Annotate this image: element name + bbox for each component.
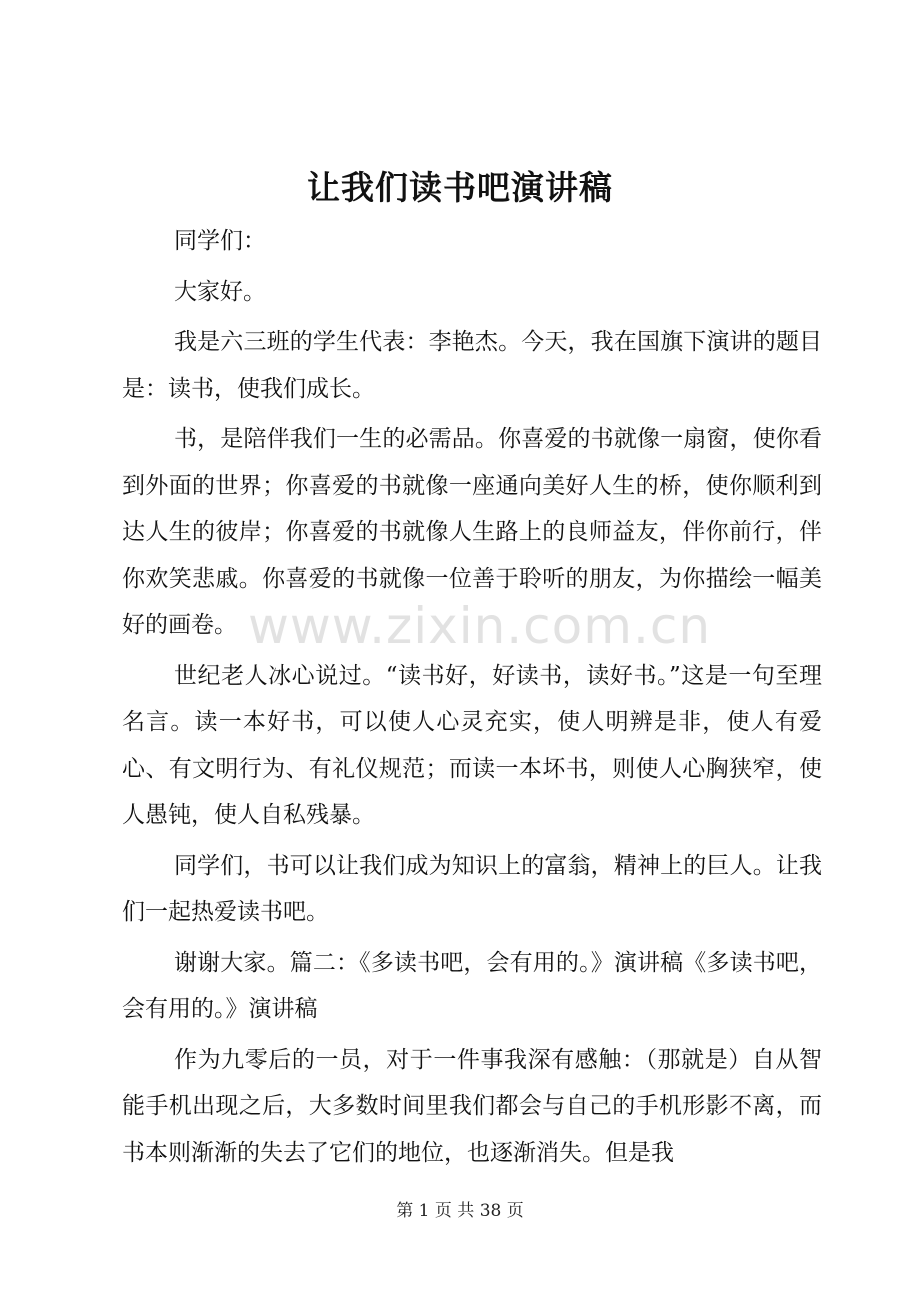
site-watermark: www.zixin.com.cn — [248, 597, 712, 655]
paragraph-bingxin-quote: 世纪老人冰心说过。“读书好，好读书，读好书。”这是一句至理名言。读一本好书，可以使人心灵充实，使人明辨是非，使人有爱心、有文明行为、有礼仪规范；而读一本坏书，则使人心胸狭窄，使人愚钝，使人自私残暴。 — [122, 662, 822, 828]
page-number-footer: 第 1 页 共 38 页 — [396, 1201, 524, 1221]
document-body — [122, 218, 822, 1180]
paragraph-introduction: 我是六三班的学生代表：李艳杰。今天，我在国旗下演讲的题目是：读书，使我们成长。 — [122, 329, 822, 402]
document-title: 让我们读书吧演讲稿 — [307, 168, 613, 207]
paragraph-call-to-action: 同学们，书可以让我们成为知识上的富翁，精神上的巨人。让我们一起热爱读书吧。 — [122, 852, 822, 925]
paragraph-nineties-generation: 作为九零后的一员，对于一件事我深有感触：（那就是）自从智能手机出现之后，大多数时间里我们都会与自己的手机形影不离，而书本则渐渐的失去了它们的地位，也逐渐消失。但是我 — [122, 1046, 822, 1166]
paragraph-thanks-part-two: 谢谢大家。篇二：《多读书吧，会有用的。》演讲稿《多读书吧，会有用的。》演讲稿 — [122, 949, 822, 1022]
paragraph-greeting: 同学们： — [174, 228, 266, 254]
paragraph-hello: 大家好。 — [174, 278, 266, 305]
paragraph-books-companion: 书，是陪伴我们一生的必需品。你喜爱的书就像一扇窗，使你看到外面的世界；你喜爱的书就像一座通向美好人生的桥，使你顺利到达人生的彼岸；你喜爱的书就像人生路上的良师益友，伴你前行，伴你欢笑悲戚。你喜爱的书就像一位善于聆听的朋友，为你描绘一幅美好的画卷。 — [122, 426, 822, 638]
